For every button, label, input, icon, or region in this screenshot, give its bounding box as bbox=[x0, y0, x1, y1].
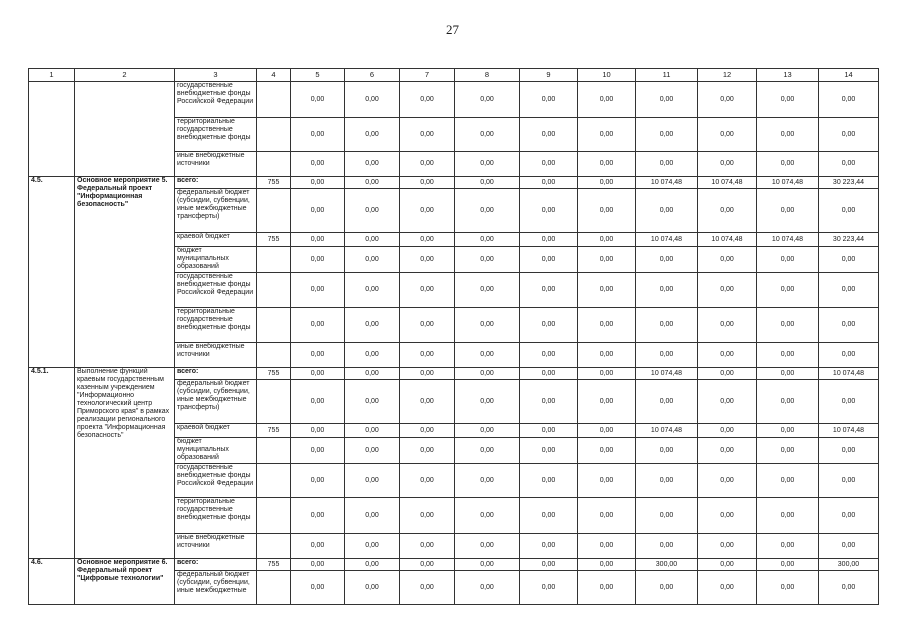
amount-cell: 0,00 bbox=[520, 571, 578, 605]
budget-table bbox=[28, 68, 879, 605]
amount-cell: 0,00 bbox=[636, 82, 698, 118]
amount-cell: 0,00 bbox=[757, 273, 819, 308]
column-4-value bbox=[257, 273, 291, 308]
amount-cell: 0,00 bbox=[520, 308, 578, 343]
amount-cell: 0,00 bbox=[291, 273, 345, 308]
amount-cell: 0,00 bbox=[520, 498, 578, 534]
amount-cell: 0,00 bbox=[291, 177, 345, 189]
amount-cell: 0,00 bbox=[819, 82, 879, 118]
amount-cell: 0,00 bbox=[578, 118, 636, 152]
amount-cell: 0,00 bbox=[578, 247, 636, 273]
table-row bbox=[29, 82, 879, 118]
column-header-8: 8 bbox=[455, 69, 520, 82]
amount-cell: 0,00 bbox=[819, 464, 879, 498]
amount-cell: 0,00 bbox=[578, 498, 636, 534]
amount-cell: 0,00 bbox=[291, 368, 345, 380]
amount-cell: 0,00 bbox=[455, 380, 520, 424]
amount-cell: 0,00 bbox=[400, 308, 455, 343]
item-name bbox=[75, 82, 175, 177]
column-4-value bbox=[257, 152, 291, 177]
funding-source: государственные внебюджетные фонды Российской Федерации bbox=[175, 82, 257, 118]
column-4-value bbox=[257, 343, 291, 368]
amount-cell: 0,00 bbox=[455, 82, 520, 118]
amount-cell: 0,00 bbox=[291, 233, 345, 247]
column-4-value: 755 bbox=[257, 368, 291, 380]
funding-source: всего: bbox=[175, 177, 257, 189]
amount-cell: 0,00 bbox=[578, 308, 636, 343]
column-header-7: 7 bbox=[400, 69, 455, 82]
amount-cell: 0,00 bbox=[291, 343, 345, 368]
amount-cell: 0,00 bbox=[291, 380, 345, 424]
amount-cell: 0,00 bbox=[291, 152, 345, 177]
funding-source: иные внебюджетные источники bbox=[175, 152, 257, 177]
amount-cell: 0,00 bbox=[636, 343, 698, 368]
amount-cell: 0,00 bbox=[578, 82, 636, 118]
column-header-12: 12 bbox=[698, 69, 757, 82]
amount-cell: 0,00 bbox=[698, 559, 757, 571]
amount-cell: 0,00 bbox=[520, 273, 578, 308]
amount-cell: 0,00 bbox=[400, 82, 455, 118]
amount-cell: 0,00 bbox=[819, 343, 879, 368]
item-name: Основное мероприятие 5. Федеральный проект "Информационная безопасность" bbox=[75, 177, 175, 368]
amount-cell: 0,00 bbox=[636, 118, 698, 152]
amount-cell: 0,00 bbox=[345, 571, 400, 605]
funding-source: федеральный бюджет (субсидии, субвенции, иные межбюджетные bbox=[175, 571, 257, 605]
amount-cell: 0,00 bbox=[578, 343, 636, 368]
amount-cell: 0,00 bbox=[400, 177, 455, 189]
amount-cell: 0,00 bbox=[520, 177, 578, 189]
amount-cell: 0,00 bbox=[757, 189, 819, 233]
amount-cell: 0,00 bbox=[400, 118, 455, 152]
amount-cell: 0,00 bbox=[345, 233, 400, 247]
column-header-5: 5 bbox=[291, 69, 345, 82]
amount-cell: 0,00 bbox=[520, 118, 578, 152]
amount-cell: 10 074,48 bbox=[636, 368, 698, 380]
funding-source: территориальные государственные внебюджетные фонды bbox=[175, 498, 257, 534]
amount-cell: 0,00 bbox=[698, 368, 757, 380]
amount-cell: 0,00 bbox=[578, 273, 636, 308]
column-4-value bbox=[257, 498, 291, 534]
amount-cell: 0,00 bbox=[345, 534, 400, 559]
amount-cell: 0,00 bbox=[455, 152, 520, 177]
amount-cell: 0,00 bbox=[757, 82, 819, 118]
amount-cell: 0,00 bbox=[291, 559, 345, 571]
amount-cell: 0,00 bbox=[578, 571, 636, 605]
amount-cell: 0,00 bbox=[698, 273, 757, 308]
amount-cell: 0,00 bbox=[819, 247, 879, 273]
amount-cell: 0,00 bbox=[757, 464, 819, 498]
amount-cell: 0,00 bbox=[455, 273, 520, 308]
amount-cell: 0,00 bbox=[455, 118, 520, 152]
funding-source: иные внебюджетные источники bbox=[175, 343, 257, 368]
amount-cell: 0,00 bbox=[578, 424, 636, 438]
amount-cell: 0,00 bbox=[455, 498, 520, 534]
amount-cell: 0,00 bbox=[345, 380, 400, 424]
amount-cell: 0,00 bbox=[455, 571, 520, 605]
amount-cell: 0,00 bbox=[455, 177, 520, 189]
amount-cell: 0,00 bbox=[345, 464, 400, 498]
amount-cell: 0,00 bbox=[400, 152, 455, 177]
column-4-value bbox=[257, 571, 291, 605]
amount-cell: 0,00 bbox=[757, 118, 819, 152]
column-header-10: 10 bbox=[578, 69, 636, 82]
amount-cell: 0,00 bbox=[400, 368, 455, 380]
column-header-6: 6 bbox=[345, 69, 400, 82]
amount-cell: 0,00 bbox=[345, 189, 400, 233]
amount-cell: 10 074,48 bbox=[819, 424, 879, 438]
amount-cell: 0,00 bbox=[757, 424, 819, 438]
column-header-14: 14 bbox=[819, 69, 879, 82]
amount-cell: 0,00 bbox=[636, 498, 698, 534]
column-4-value: 755 bbox=[257, 233, 291, 247]
amount-cell: 0,00 bbox=[455, 438, 520, 464]
amount-cell: 0,00 bbox=[578, 177, 636, 189]
column-4-value bbox=[257, 247, 291, 273]
amount-cell: 0,00 bbox=[698, 189, 757, 233]
amount-cell: 30 223,44 bbox=[819, 177, 879, 189]
column-header-11: 11 bbox=[636, 69, 698, 82]
amount-cell: 0,00 bbox=[520, 380, 578, 424]
amount-cell: 0,00 bbox=[400, 233, 455, 247]
funding-source: бюджет муниципальных образований bbox=[175, 438, 257, 464]
amount-cell: 0,00 bbox=[455, 464, 520, 498]
funding-source: федеральный бюджет (субсидии, субвенции, иные межбюджетные трансферты) bbox=[175, 380, 257, 424]
column-header-row bbox=[29, 69, 879, 82]
amount-cell: 0,00 bbox=[636, 571, 698, 605]
amount-cell: 0,00 bbox=[400, 534, 455, 559]
amount-cell: 30 223,44 bbox=[819, 233, 879, 247]
amount-cell: 0,00 bbox=[291, 498, 345, 534]
amount-cell: 0,00 bbox=[520, 534, 578, 559]
amount-cell: 0,00 bbox=[757, 438, 819, 464]
column-4-value bbox=[257, 82, 291, 118]
amount-cell: 0,00 bbox=[400, 424, 455, 438]
amount-cell: 0,00 bbox=[698, 308, 757, 343]
funding-source: всего: bbox=[175, 559, 257, 571]
amount-cell: 300,00 bbox=[636, 559, 698, 571]
amount-cell: 0,00 bbox=[819, 571, 879, 605]
amount-cell: 0,00 bbox=[345, 273, 400, 308]
column-header-2: 2 bbox=[75, 69, 175, 82]
funding-source: краевой бюджет bbox=[175, 233, 257, 247]
funding-source: иные внебюджетные источники bbox=[175, 534, 257, 559]
amount-cell: 0,00 bbox=[455, 308, 520, 343]
amount-cell: 0,00 bbox=[345, 438, 400, 464]
amount-cell: 0,00 bbox=[698, 571, 757, 605]
amount-cell: 0,00 bbox=[520, 424, 578, 438]
amount-cell: 0,00 bbox=[819, 438, 879, 464]
amount-cell: 0,00 bbox=[291, 571, 345, 605]
amount-cell: 0,00 bbox=[757, 343, 819, 368]
table-row bbox=[29, 177, 879, 189]
amount-cell: 0,00 bbox=[819, 380, 879, 424]
amount-cell: 0,00 bbox=[455, 247, 520, 273]
amount-cell: 0,00 bbox=[636, 464, 698, 498]
column-4-value bbox=[257, 308, 291, 343]
amount-cell: 0,00 bbox=[757, 498, 819, 534]
amount-cell: 10 074,48 bbox=[757, 233, 819, 247]
amount-cell: 0,00 bbox=[819, 308, 879, 343]
amount-cell: 0,00 bbox=[636, 247, 698, 273]
amount-cell: 0,00 bbox=[400, 273, 455, 308]
amount-cell: 0,00 bbox=[291, 464, 345, 498]
amount-cell: 0,00 bbox=[291, 118, 345, 152]
amount-cell: 10 074,48 bbox=[636, 233, 698, 247]
amount-cell: 0,00 bbox=[698, 464, 757, 498]
amount-cell: 10 074,48 bbox=[636, 177, 698, 189]
column-header-3: 3 bbox=[175, 69, 257, 82]
column-header-1: 1 bbox=[29, 69, 75, 82]
amount-cell: 0,00 bbox=[698, 247, 757, 273]
amount-cell: 0,00 bbox=[520, 189, 578, 233]
amount-cell: 0,00 bbox=[757, 152, 819, 177]
amount-cell: 0,00 bbox=[400, 571, 455, 605]
table-row bbox=[29, 368, 879, 380]
amount-cell: 0,00 bbox=[578, 438, 636, 464]
amount-cell: 0,00 bbox=[520, 343, 578, 368]
amount-cell: 0,00 bbox=[757, 571, 819, 605]
amount-cell: 0,00 bbox=[455, 559, 520, 571]
column-header-4: 4 bbox=[257, 69, 291, 82]
amount-cell: 0,00 bbox=[757, 534, 819, 559]
amount-cell: 0,00 bbox=[698, 118, 757, 152]
amount-cell: 0,00 bbox=[400, 380, 455, 424]
amount-cell: 0,00 bbox=[400, 343, 455, 368]
amount-cell: 0,00 bbox=[819, 189, 879, 233]
amount-cell: 0,00 bbox=[757, 380, 819, 424]
amount-cell: 0,00 bbox=[455, 189, 520, 233]
funding-source: государственные внебюджетные фонды Российской Федерации bbox=[175, 464, 257, 498]
item-code: 4.5. bbox=[29, 177, 75, 368]
amount-cell: 0,00 bbox=[345, 498, 400, 534]
amount-cell: 0,00 bbox=[400, 247, 455, 273]
amount-cell: 0,00 bbox=[291, 82, 345, 118]
amount-cell: 0,00 bbox=[291, 438, 345, 464]
amount-cell: 0,00 bbox=[698, 380, 757, 424]
funding-source: всего: bbox=[175, 368, 257, 380]
amount-cell: 0,00 bbox=[578, 464, 636, 498]
amount-cell: 0,00 bbox=[400, 438, 455, 464]
item-name: Выполнение функций краевым государственным казенным учреждением "Информационно технологический центр Приморского края" в рамках реализации регионального проекта "Информационная безопасность" bbox=[75, 368, 175, 559]
column-4-value bbox=[257, 534, 291, 559]
amount-cell: 10 074,48 bbox=[698, 177, 757, 189]
amount-cell: 0,00 bbox=[455, 368, 520, 380]
amount-cell: 0,00 bbox=[819, 118, 879, 152]
amount-cell: 0,00 bbox=[345, 424, 400, 438]
amount-cell: 0,00 bbox=[819, 498, 879, 534]
amount-cell: 10 074,48 bbox=[698, 233, 757, 247]
amount-cell: 0,00 bbox=[400, 498, 455, 534]
amount-cell: 0,00 bbox=[698, 82, 757, 118]
amount-cell: 0,00 bbox=[520, 438, 578, 464]
column-4-value bbox=[257, 464, 291, 498]
amount-cell: 0,00 bbox=[636, 189, 698, 233]
amount-cell: 0,00 bbox=[455, 343, 520, 368]
amount-cell: 300,00 bbox=[819, 559, 879, 571]
amount-cell: 0,00 bbox=[757, 308, 819, 343]
amount-cell: 0,00 bbox=[698, 498, 757, 534]
amount-cell: 10 074,48 bbox=[819, 368, 879, 380]
funding-source: территориальные государственные внебюджетные фонды bbox=[175, 118, 257, 152]
amount-cell: 0,00 bbox=[578, 534, 636, 559]
amount-cell: 0,00 bbox=[520, 559, 578, 571]
amount-cell: 0,00 bbox=[455, 233, 520, 247]
amount-cell: 0,00 bbox=[400, 189, 455, 233]
item-name: Основное мероприятие 6. Федеральный проект "Цифровые технологии" bbox=[75, 559, 175, 605]
funding-source: федеральный бюджет (субсидии, субвенции, иные межбюджетные трансферты) bbox=[175, 189, 257, 233]
amount-cell: 0,00 bbox=[345, 118, 400, 152]
amount-cell: 0,00 bbox=[819, 152, 879, 177]
funding-source: краевой бюджет bbox=[175, 424, 257, 438]
funding-source: бюджет муниципальных образований bbox=[175, 247, 257, 273]
amount-cell: 0,00 bbox=[757, 247, 819, 273]
amount-cell: 0,00 bbox=[400, 559, 455, 571]
amount-cell: 0,00 bbox=[345, 82, 400, 118]
amount-cell: 0,00 bbox=[400, 464, 455, 498]
amount-cell: 0,00 bbox=[520, 464, 578, 498]
amount-cell: 0,00 bbox=[520, 233, 578, 247]
amount-cell: 0,00 bbox=[636, 534, 698, 559]
amount-cell: 0,00 bbox=[345, 152, 400, 177]
column-4-value bbox=[257, 118, 291, 152]
table-body bbox=[29, 82, 879, 605]
item-code: 4.6. bbox=[29, 559, 75, 605]
amount-cell: 0,00 bbox=[698, 343, 757, 368]
amount-cell: 0,00 bbox=[636, 380, 698, 424]
amount-cell: 0,00 bbox=[345, 247, 400, 273]
amount-cell: 0,00 bbox=[345, 177, 400, 189]
amount-cell: 0,00 bbox=[698, 534, 757, 559]
amount-cell: 0,00 bbox=[520, 368, 578, 380]
amount-cell: 0,00 bbox=[578, 152, 636, 177]
amount-cell: 0,00 bbox=[345, 368, 400, 380]
amount-cell: 0,00 bbox=[291, 534, 345, 559]
funding-source: государственные внебюджетные фонды Российской Федерации bbox=[175, 273, 257, 308]
page-number: 27 bbox=[446, 22, 459, 37]
amount-cell: 0,00 bbox=[819, 273, 879, 308]
amount-cell: 0,00 bbox=[578, 368, 636, 380]
amount-cell: 0,00 bbox=[819, 534, 879, 559]
amount-cell: 0,00 bbox=[455, 424, 520, 438]
amount-cell: 0,00 bbox=[520, 247, 578, 273]
amount-cell: 0,00 bbox=[345, 308, 400, 343]
amount-cell: 0,00 bbox=[698, 424, 757, 438]
amount-cell: 0,00 bbox=[578, 559, 636, 571]
amount-cell: 0,00 bbox=[578, 189, 636, 233]
amount-cell: 0,00 bbox=[757, 559, 819, 571]
amount-cell: 0,00 bbox=[578, 233, 636, 247]
amount-cell: 0,00 bbox=[291, 424, 345, 438]
column-4-value bbox=[257, 189, 291, 233]
amount-cell: 0,00 bbox=[520, 152, 578, 177]
column-4-value: 755 bbox=[257, 424, 291, 438]
amount-cell: 0,00 bbox=[455, 534, 520, 559]
amount-cell: 0,00 bbox=[345, 559, 400, 571]
column-4-value bbox=[257, 438, 291, 464]
column-header-9: 9 bbox=[520, 69, 578, 82]
column-header-13: 13 bbox=[757, 69, 819, 82]
amount-cell: 0,00 bbox=[345, 343, 400, 368]
amount-cell: 0,00 bbox=[291, 247, 345, 273]
amount-cell: 0,00 bbox=[636, 152, 698, 177]
amount-cell: 0,00 bbox=[578, 380, 636, 424]
amount-cell: 0,00 bbox=[291, 308, 345, 343]
table-row bbox=[29, 559, 879, 571]
column-4-value: 755 bbox=[257, 177, 291, 189]
amount-cell: 0,00 bbox=[636, 273, 698, 308]
item-code bbox=[29, 82, 75, 177]
funding-source: территориальные государственные внебюджетные фонды bbox=[175, 308, 257, 343]
item-code: 4.5.1. bbox=[29, 368, 75, 559]
amount-cell: 0,00 bbox=[520, 82, 578, 118]
column-4-value: 755 bbox=[257, 559, 291, 571]
amount-cell: 0,00 bbox=[698, 152, 757, 177]
amount-cell: 0,00 bbox=[636, 438, 698, 464]
amount-cell: 0,00 bbox=[698, 438, 757, 464]
amount-cell: 0,00 bbox=[636, 308, 698, 343]
amount-cell: 10 074,48 bbox=[757, 177, 819, 189]
column-4-value bbox=[257, 380, 291, 424]
amount-cell: 0,00 bbox=[291, 189, 345, 233]
amount-cell: 10 074,48 bbox=[636, 424, 698, 438]
amount-cell: 0,00 bbox=[757, 368, 819, 380]
